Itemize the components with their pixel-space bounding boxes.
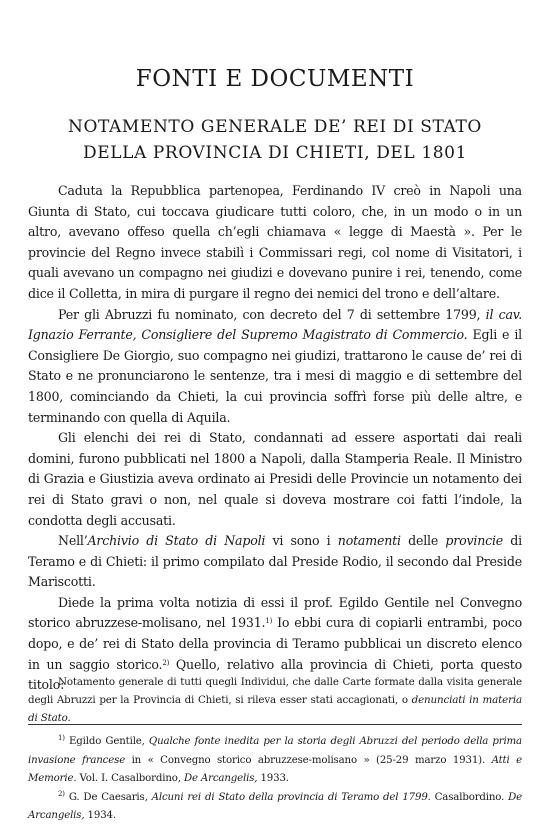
footnote-2-year: 1934.: [84, 810, 116, 821]
footnote-2-author: G. De Caesaris,: [68, 791, 148, 803]
footnote-1-text-1: in « Convegno storico abruzzese-molisano » (25-29 marzo 1931).: [125, 754, 492, 766]
paragraph-4: [28, 531, 522, 593]
article-body: [28, 181, 522, 696]
document-title-part-b: denunciati in materia di Stato.: [28, 694, 522, 724]
paragraph-4-part-f: provincie: [445, 533, 504, 549]
footnote-2-text: Casalbordino.: [430, 791, 509, 803]
footnote-1-year: 1933.: [257, 773, 289, 784]
paragraph-1: Caduta la Repubblica partenopea, Ferdinando IV creò in Napoli una Giunta di Stato, cui toccava giudicare tutti coloro, che, in un modo o in un altro, avevano offeso quella ch’egli chiamava « legge di Maestà ». Per le provincie del Regno invece stabilì i Commissari regi, col nome di Visitatori, i quali avevano un compagno nei giudizi e dovevano punire i rei, tenendo, come dice il Colletta, in mira di purgare il regno dei nemici del trono e dell’altare.: [28, 183, 522, 301]
footnote-1-author: Egildo Gentile,: [69, 736, 145, 747]
document-title-quote: [28, 673, 522, 727]
footnote-2-publisher: De Arcangelis,: [28, 791, 523, 821]
paragraph-4-part-b: Archivio di Stato di Napoli: [87, 533, 266, 549]
paragraph-4-part-d: notamenti: [337, 533, 401, 549]
footnote-1-publisher: De Arcangelis,: [183, 773, 258, 784]
footnote-2: [28, 789, 522, 826]
paragraph-5-part-a: Diede la prima volta notizia di essi il prof. Egildo Gentile nel Convegno storico abruzzese-molisano, nel 1931.: [28, 594, 522, 631]
footnote-divider: [28, 724, 522, 725]
footnote-1-number: 1): [58, 734, 65, 742]
footnote-1-title: Qualche fonte inedita per la storia degli Abruzzi del periodo della prima invasione francese: [28, 736, 522, 766]
paragraph-2-part-c: Egli e il Consigliere De Giorgio, suo compagno nei giudizi, trattarono le cause de’ rei di Stato e ne pronunciarono le sentenze, tra i mesi di maggio e di settembre del 1800, cominciando da Chieti, la cui provincia soffrì forse più delle altre, e terminando con quella di Aquila.: [28, 327, 522, 425]
footnote-1-text-2: Vol. I. Casalbordino,: [76, 773, 184, 784]
paragraph-5-part-b: Io ebbi cura di copiarli entrambi, poco dopo, e de’ rei di Stato della provincia di Teramo pubblicai un discreto elenco in un saggio storico.: [28, 615, 522, 672]
paragraph-2-part-b: il cav. Ignazio Ferrante, Consigliere del Supremo Magistrato di Commercio.: [28, 306, 523, 343]
article-heading-line-2: DELLA PROVINCIA DI CHIETI, DEL 1801: [82, 143, 467, 163]
paragraph-5-part-c: Quello, relativo alla provincia di Chieti, porta questo titolo:: [28, 656, 522, 693]
footnotes: [28, 733, 522, 826]
footnote-1: [28, 733, 522, 789]
paragraph-4-part-g: di Teramo e di Chieti: il primo compilato dal Preside Rodio, il secondo dal Preside Mariscotti.: [28, 533, 522, 590]
document-title-part-a: Notamento generale di tutti quegli Individui, che dalle Carte formate dalla visita generale degli Abruzzi per la Provincia di Chieti, si rileva esser stati accagionati, o: [28, 676, 522, 706]
section-title: FONTI E DOCUMENTI: [135, 66, 415, 92]
footnote-2-title: Alcuni rei di Stato della provincia di Teramo del 1799.: [151, 791, 431, 803]
article-heading-line-1: NOTAMENTO GENERALE DE’ REI DI STATO: [68, 117, 482, 137]
paragraph-4-part-e: delle: [400, 533, 446, 549]
paragraph-3: Gli elenchi dei rei di Stato, condannati ad essere asportati dai reali domini, furono pubblicati nel 1800 a Napoli, dalla Stamperia Reale. Il Ministro di Grazia e Giustizia aveva ordinato ai Presidi delle Provincie un notamento dei rei di Stato gravi o non, nel quale si doveva mostrare coi fatti l’indole, la condotta degli accusati.: [28, 430, 522, 528]
paragraph-2: [28, 305, 522, 429]
footnote-ref-2: 2): [162, 658, 170, 667]
paragraph-4-part-a: Nell’: [58, 533, 88, 549]
footnote-2-number: 2): [58, 789, 65, 798]
footnote-1-atti: Atti e Memorie.: [28, 754, 522, 784]
paragraph-4-part-c: vi sono i: [265, 533, 338, 549]
paragraph-2-part-a: Per gli Abruzzi fu nominato, con decreto del 7 di settembre 1799,: [58, 306, 486, 322]
footnote-ref-1: 1): [265, 617, 273, 626]
